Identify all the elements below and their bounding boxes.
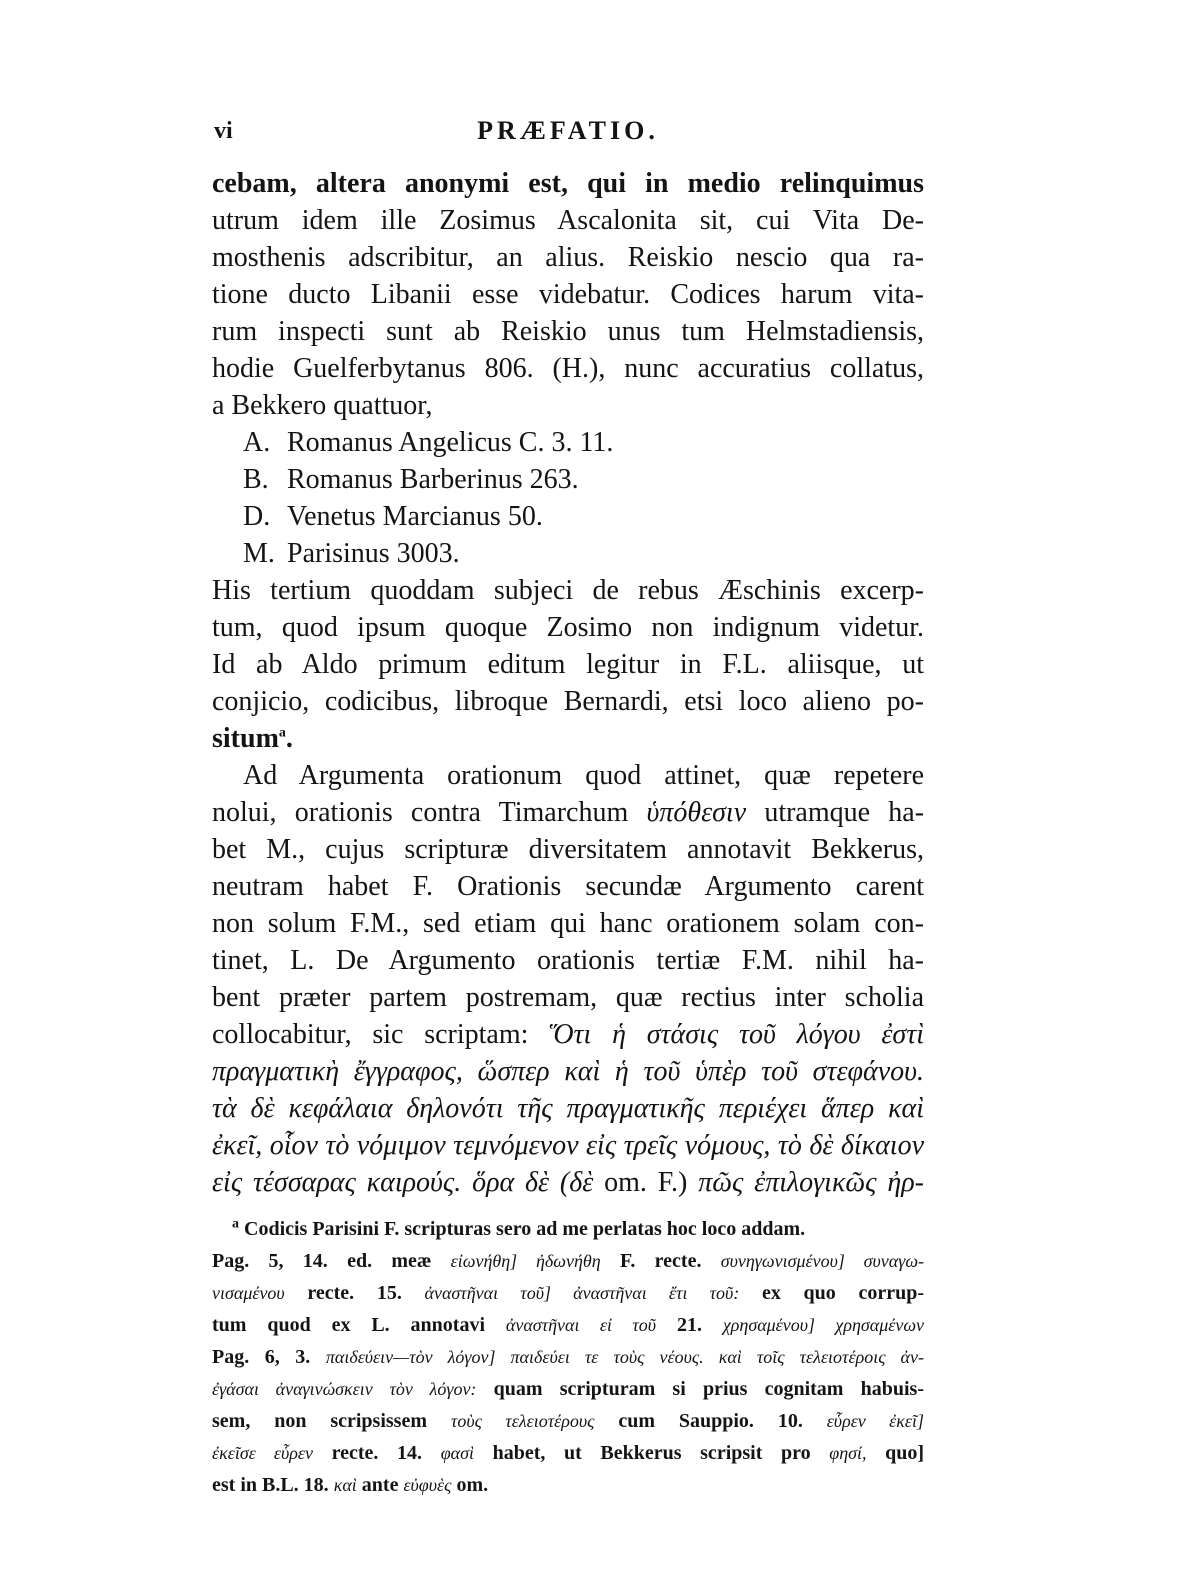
text-fragment: situm [212,723,279,754]
text-line: neutram habet F. Orationis secundæ Argumento carent [212,871,924,902]
greek-text: τοὺς τελειοτέρους [450,1411,595,1431]
text-line: His tertium quoddam subjeci de rebus Æschinis excerp- [212,575,924,606]
codex-label: A. [243,427,271,458]
page-number: vi [214,118,233,144]
footnote-text: ante [361,1474,399,1496]
text-line: situm$^a$. [212,723,293,754]
greek-text: καὶ [333,1475,357,1495]
footnote-ref[interactable]: a [278,725,286,741]
footnote-text: Pag. 5, 14. ed. meæ [212,1250,432,1272]
footnote-line [232,1214,924,1244]
codex-name: Parisinus 3003. [287,538,460,569]
text-line: tinet, L. De Argumento orationis tertiæ F.M. nihil ha- [212,945,924,976]
footnote-line [212,1342,924,1372]
codex-entry [243,462,843,498]
footnote-text: om. [456,1474,489,1496]
codex-name: Venetus Marcianus 50. [287,501,543,532]
footnote-line [212,1278,924,1308]
footnote-text: est in B.L. 18. [212,1474,329,1496]
footnote-text: recte. 14. [331,1442,423,1464]
greek-text: νισαμένου [212,1283,285,1303]
text-line: tione ducto Libanii esse videbatur. Codices harum vita- [212,279,924,310]
text-line: hodie Guelferbytanus 806. (H.), nunc accuratius collatus, [212,353,924,384]
greek-text: εἰς τέσσαρας καιρούς. ὅρα δὲ (δὲ [212,1167,594,1198]
codex-entry [243,536,843,572]
footnote-text: F. recte. [619,1250,702,1272]
greek-text: παιδεύειν—τὸν λόγον] παιδεύει τε τοὺς νέους. καὶ τοῖς τελειοτέροις ἀν- [325,1347,924,1367]
footnote-line [212,1470,924,1500]
codex-name: Romanus Barberinus 263. [287,464,579,495]
footnote-text: recte. 15. [307,1282,402,1304]
footnote-text: tum quod ex L. annotavi [212,1314,486,1336]
text-line: cebam, altera anonymi est, qui in medio relinquimus [212,168,924,199]
text-line [212,795,924,831]
greek-text: χρησαμένου] χρησαμένων [722,1315,925,1335]
greek-text: ἀναστῆναι εἰ τοῦ [505,1315,657,1335]
greek-text: ἐγάσαι ἀναγινώσκειν τὸν λόγον: [212,1379,477,1399]
text-line: non solum F.M., sed etiam qui hanc orationem solam con- [212,908,924,939]
greek-text: Ὅτι ἡ στάσις τοῦ λόγου ἐστὶ [549,1019,924,1050]
text-line: bet M., cujus scripturæ diversitatem annotavit Bekkerus, [212,834,924,865]
greek-line: πραγματικὴ ἔγγραφος, ὥσπερ καὶ ἡ τοῦ ὑπὲρ τοῦ στεφάνου. [212,1056,924,1087]
text-line: mosthenis adscribitur, an alius. Reiskio nescio qua ra- [212,242,924,273]
text-fragment: utramque ha- [764,797,925,828]
codex-name: Romanus Angelicus C. 3. 11. [287,427,614,458]
text-line: conjicio, codicibus, libroque Bernardi, etsi loco alieno po- [212,686,924,717]
greek-line: τὰ δὲ κεφάλαια δηλονότι τῆς πραγματικῆς περιέχει ἅπερ καὶ [212,1093,924,1124]
greek-text: φησί, [829,1443,867,1463]
text-line: tum, quod ipsum quoque Zosimo non indignum videtur. [212,612,924,643]
footnote-text: quo] [885,1442,925,1464]
greek-text: εὗρεν ἐκεῖ] [826,1411,925,1431]
greek-text: φασὶ [440,1443,474,1463]
footnote-text: Codicis Parisini F. scripturas sero ad me perlatas hoc loco addam. [244,1218,806,1240]
greek-text: πῶς ἐπιλογικῶς ἠρ- [698,1167,925,1198]
text-fragment: om. F.) [604,1167,688,1198]
text-fragment: collocabitur, sic scriptam: [212,1019,529,1050]
footnote-text: Pag. 6, 3. [212,1346,311,1368]
page-header [212,112,924,152]
footnote-line [212,1406,924,1436]
footnote-line [212,1310,924,1340]
footnote-text: ex quo corrup- [761,1282,924,1304]
footnote-line [212,1438,924,1468]
text-line: utrum idem ille Zosimus Ascalonita sit, cui Vita De- [212,205,924,236]
text-line: Ad Argumenta orationum quod attinet, quæ repetere [243,760,924,791]
text-line: rum inspecti sunt ab Reiskio unus tum Helmstadiensis, [212,316,924,347]
greek-text: εἰωνήθη] ἠδωνήθη [450,1251,601,1271]
footnote-line [212,1246,924,1276]
text-line [212,1017,924,1053]
codex-label: D. [243,501,271,532]
greek-text: εὐφυὲς [403,1475,452,1495]
greek-text: ὑπόθεσιν [646,797,747,828]
text-line [212,1165,924,1201]
codex-label: M. [243,538,275,569]
greek-text: ἀναστῆναι τοῦ] ἀναστῆναι ἔτι τοῦ: [424,1283,740,1303]
footnote-text: sem, non scripsissem [212,1410,427,1432]
text-line: a Bekkero quattuor, [212,390,433,421]
text-line: bent præter partem postremam, quæ rectius inter scholia [212,982,924,1013]
text-fragment: nolui, orationis contra Timarchum [212,797,629,828]
greek-line: ἐκεῖ, οἷον τὸ νόμιμον τεμνόμενον εἰς τρεῖς νόμους, τὸ δὲ δίκαιον [212,1130,924,1161]
footnote-text: quam scripturam si prius cognitam habuis- [493,1378,925,1400]
footnote-marker: a [232,1216,239,1232]
greek-text: ἐκεῖσε εὗρεν [212,1443,313,1463]
greek-text: συνηγωνισμένου] συναγω- [720,1251,925,1271]
footnote-text: cum Sauppio. 10. [618,1410,803,1432]
codex-entry [243,425,843,461]
footnote-text: habet, ut Bekkerus scripsit pro [492,1442,811,1464]
text-line: Id ab Aldo primum editum legitur in F.L. aliisque, ut [212,649,924,680]
codex-label: B. [243,464,269,495]
running-head: PRÆFATIO. [477,116,659,145]
codex-entry [243,499,843,535]
footnote-line [212,1374,924,1404]
footnote-text: 21. [676,1314,702,1336]
